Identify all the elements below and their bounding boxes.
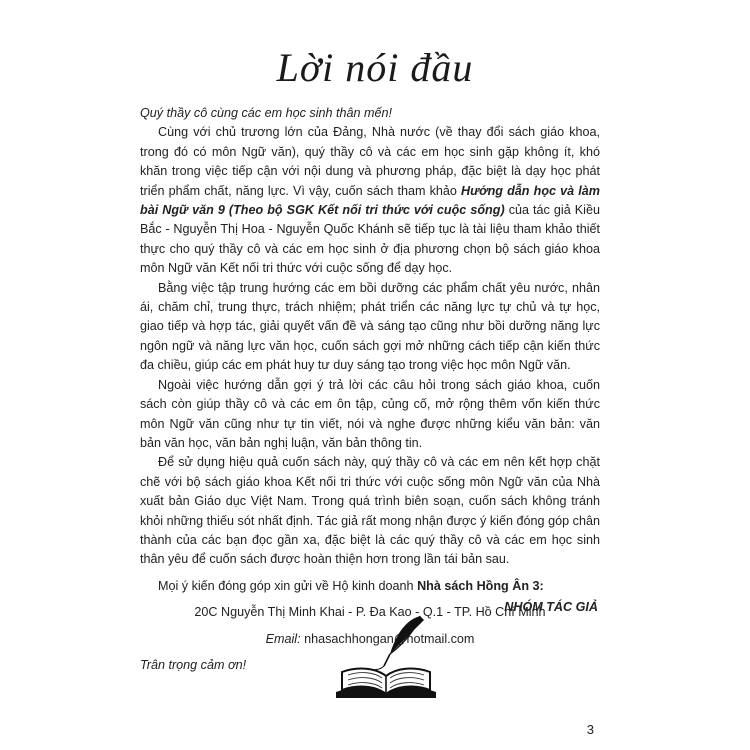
paragraph-5 (140, 577, 600, 596)
contact-intro: Mọi ý kiến đóng góp xin gửi về Hộ kinh doanh (158, 578, 418, 593)
paragraph-2: Bằng việc tập trung hướng các em bồi dưỡng các phẩm chất yêu nước, nhân ái, chăm chỉ, trung thực, trách nhiệm; phát triển các năng lực tự chủ và tự học, giao tiếp và hợp tác, giải quyết vấn đề và sáng tạo cũng như bồi dưỡng năng lực ngôn ngữ và năng lực văn học, cuốn sách gợi mở những cách tiếp cận kiến thức đa chiều, giúp các em phát huy tư duy sáng tạo trong việc học môn Ngữ văn. (140, 280, 600, 373)
closing-thanks: Trân trọng cảm ơn! (140, 657, 247, 672)
book-quill-icon (332, 612, 442, 704)
greeting: Quý thầy cô cùng các em học sinh thân mến! (140, 106, 393, 120)
email-address: nhasachhongan@hotmail.com (304, 631, 475, 646)
page-number: 3 (586, 722, 594, 737)
paragraph-1-text-b: của tác giả Kiều Bắc - Nguyễn Thị Hoa - Nguyễn Quốc Khánh sẽ tiếp tục là tài liệu tham khảo thiết thực cho quý thầy cô và các em học sinh ở địa phương chọn bộ sách giáo khoa môn Ngữ văn Kết nối tri thức với cuộc sống để dạy học. (140, 203, 600, 276)
email-label: Email: (265, 631, 301, 646)
page-title: Lời nói đầu (276, 45, 474, 90)
paragraph-4: Để sử dụng hiệu quả cuốn sách này, quý thầy cô và các em nên kết hợp chặt chẽ với bộ sách giáo khoa Kết nối tri thức với cuộc sống môn Ngữ văn của Nhà xuất bản Giáo dục Việt Nam. Trong quá trình biên soạn, cuốn sách không tránh khỏi những thiếu sót nhất định. Tác giả rất mong nhận được ý kiến đóng góp chân thành của các bạn đọc gần xa, đặc biệt là các quý thầy cô và các em học sinh thân yêu để cuốn sách được hoàn thiện hơn trong lần tái bản sau. (140, 455, 600, 567)
address: 20C Nguyễn Thị Minh Khai - P. Đa Kao - Q.1 - TP. Hồ Chí Minh (194, 605, 546, 620)
paragraph-1-text-a: Cùng với chủ trương lớn của Đảng, Nhà nước (về thay đổi sách giáo khoa, trong đó có môn Ngữ văn), quý thầy cô và các em học sinh gặp không ít, khó khăn trong việc tiếp cận với nội dung và phương pháp, đặc biệt là dạy học phát triển phẩm chất, năng lực. Vì vậy, cuốn sách tham khảo (140, 125, 600, 198)
signature: NHÓM TÁC GIẢ (504, 600, 598, 614)
book-title: Hướng dẫn học và làm bài Ngữ văn 9 (Theo bộ SGK Kết nối tri thức với cuộc sống) (140, 183, 600, 218)
publisher-name: Nhà sách Hồng Ân 3: (417, 578, 544, 593)
paragraph-3: Ngoài việc hướng dẫn gợi ý trả lời các câu hỏi trong sách giáo khoa, cuốn sách còn giúp thầy cô và các em ôn tập, củng cố, mở rộng thêm vốn kiến thức môn Ngữ văn cũng như tự tin viết, nói và nghe được những kiểu văn bản: văn bản văn học, văn bản nghị luận, văn bản thông tin. (140, 377, 600, 450)
body-text (140, 104, 600, 675)
paragraph-1 (140, 123, 600, 278)
